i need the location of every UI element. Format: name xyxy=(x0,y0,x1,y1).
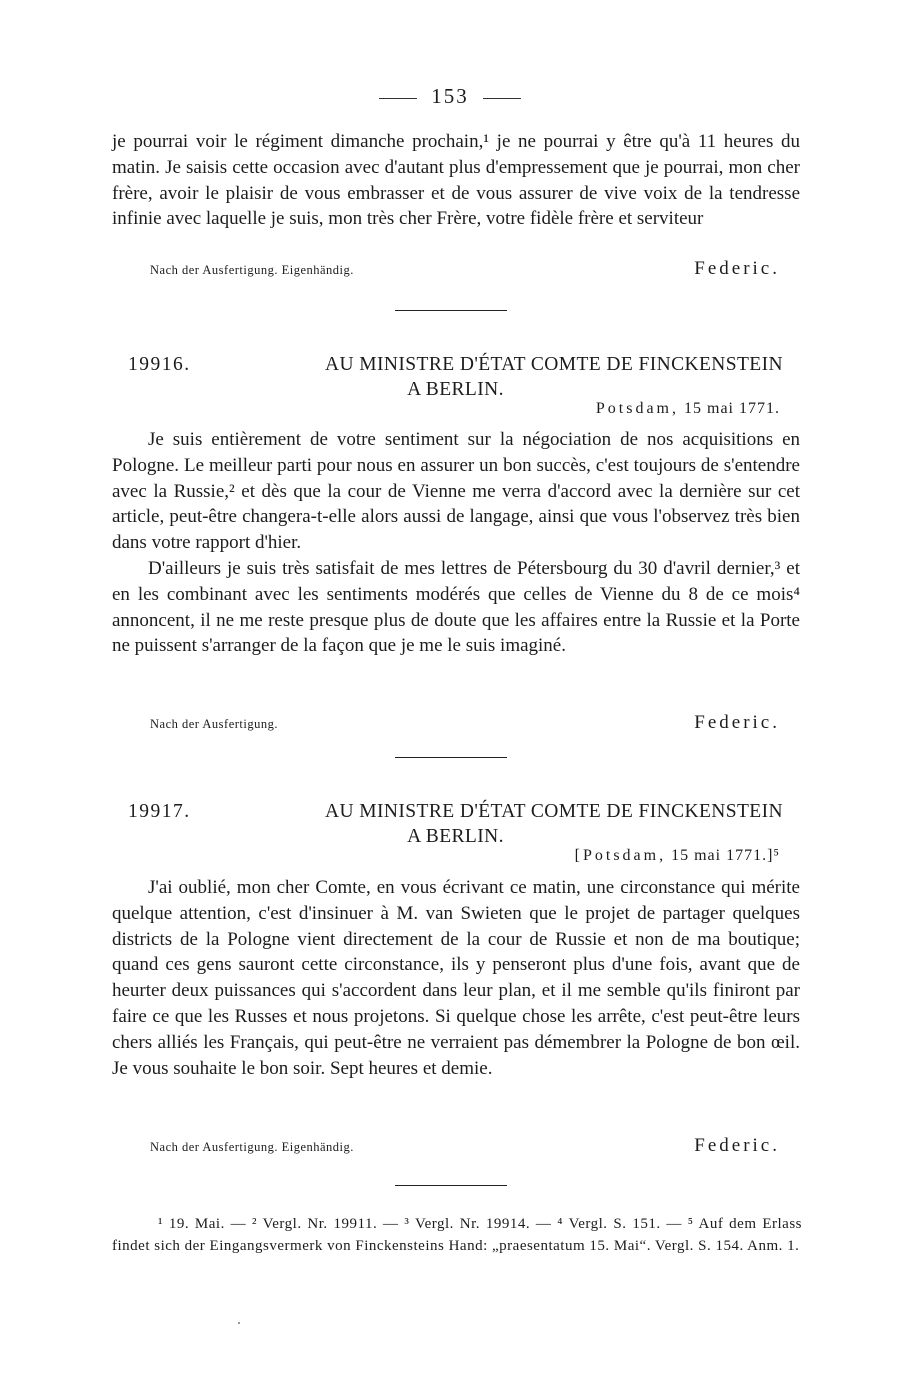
letter-date: 15 mai 1771. xyxy=(684,400,780,417)
letter-number: 19917. xyxy=(128,801,191,822)
source-note: Nach der Ausfertigung. Eigenhändig. xyxy=(150,1140,354,1154)
footnote-text: ¹ 19. Mai. — ² Vergl. Nr. 19911. — ³ Vergl. Nr. 19914. — ⁴ Vergl. S. 151. — ⁵ Auf dem Erlass findet sich der Eingangsvermerk von Finckensteins Hand: „praesentatum 15. Mai“. Vergl. S. 154. Anm. 1. xyxy=(112,1216,802,1254)
footnotes xyxy=(112,1213,802,1257)
letter-paragraph: Je suis entièrement de votre sentiment sur la négociation de nos acquisitions en Pologne. Le meilleur parti pour nous en assurer un bon succès, c'est toujours de s'entendre avec la Russie,² et dès que la cour de Vienne me verra d'accord avec la dernière sur cet article, peut-être changera-t-elle alors aussi de langage, ainsi que vous l'observez très bien dans votre rapport d'hier. xyxy=(112,429,800,554)
letter-addressee-city: A BERLIN. xyxy=(407,826,504,847)
page-number: 153 xyxy=(431,84,469,108)
section-divider xyxy=(395,310,507,311)
header-dash-left xyxy=(379,98,417,99)
letter-addressee: AU MINISTRE D'ÉTAT COMTE DE FINCKENSTEIN xyxy=(325,801,783,822)
source-note: Nach der Ausfertigung. Eigenhändig. xyxy=(150,263,354,277)
letter-heading xyxy=(128,352,783,402)
section-divider xyxy=(395,1185,507,1186)
letter-place: Potsdam, xyxy=(595,400,679,417)
letter-addressee-city: A BERLIN. xyxy=(407,379,504,400)
continuation-paragraph: je pourrai voir le régiment dimanche prochain,¹ je ne pourrai y être qu'à 11 heures du matin. Je saisis cette occasion avec d'autant plus d'empressement que je pourrai, mon cher frère, avoir le plaisir de vous embrasser et de vous assurer de vive voix de la tendresse infinie avec laquelle je suis, mon très cher Frère, votre fidèle frère et serviteur xyxy=(112,131,800,230)
letter-addressee: AU MINISTRE D'ÉTAT COMTE DE FINCKENSTEIN xyxy=(325,354,783,375)
letter-paragraph: D'ailleurs je suis très satisfait de mes lettres de Pétersbourg du 30 d'avril dernier,³ et en les combinant avec les sentiments modérés que celles de Vienne du 8 de ce mois⁴ annoncent, il ne me reste presque plus de doute que les affaires entre la Russie et la Porte ne puissent s'arranger de la façon que je me le suis imaginé. xyxy=(112,557,800,657)
letter-place: [Potsdam, xyxy=(574,847,667,864)
letter-signature-row xyxy=(150,712,780,734)
place-date-line xyxy=(575,847,780,865)
continuation-text-block xyxy=(112,129,800,232)
letter-paragraph: J'ai oublié, mon cher Comte, en vous écrivant ce matin, une circonstance qui mérite quelque attention, c'est d'insinuer à M. van Swieten que le projet de partager quelques districts de la Pologne vient directement de la cour de Russie et non de ma boutique; quand ces gens sauront cette circonstance, ils y penseront plus d'une fois, avant que de heurter deux puissances qui s'accordent dans leur plan, et il me semble qu'ils finiront par faire ce que les Russes et nous projetons. Si quelque chose les arrête, c'est peut-être leurs chers alliés les Français, qui peut-être ne verraient pas démembrer la Pologne de bon œil. Je vous souhaite le bon soir. Sept heures et demie. xyxy=(112,877,800,1079)
section-divider xyxy=(395,757,507,758)
page-speck xyxy=(238,1322,240,1324)
continuation-signature-row xyxy=(150,258,780,280)
letter-date: 15 mai 1771.]⁵ xyxy=(671,847,780,864)
letter-heading xyxy=(128,799,783,849)
letter-signature-row xyxy=(150,1135,780,1157)
letter-body xyxy=(112,875,800,1081)
signature: Federic. xyxy=(694,258,780,279)
signature: Federic. xyxy=(694,712,780,733)
signature: Federic. xyxy=(694,1135,780,1156)
letter-number: 19916. xyxy=(128,354,191,375)
place-date-line xyxy=(596,400,780,418)
letter-body xyxy=(112,427,800,659)
header-dash-right xyxy=(483,98,521,99)
page-header xyxy=(0,84,900,109)
source-note: Nach der Ausfertigung. xyxy=(150,717,278,731)
